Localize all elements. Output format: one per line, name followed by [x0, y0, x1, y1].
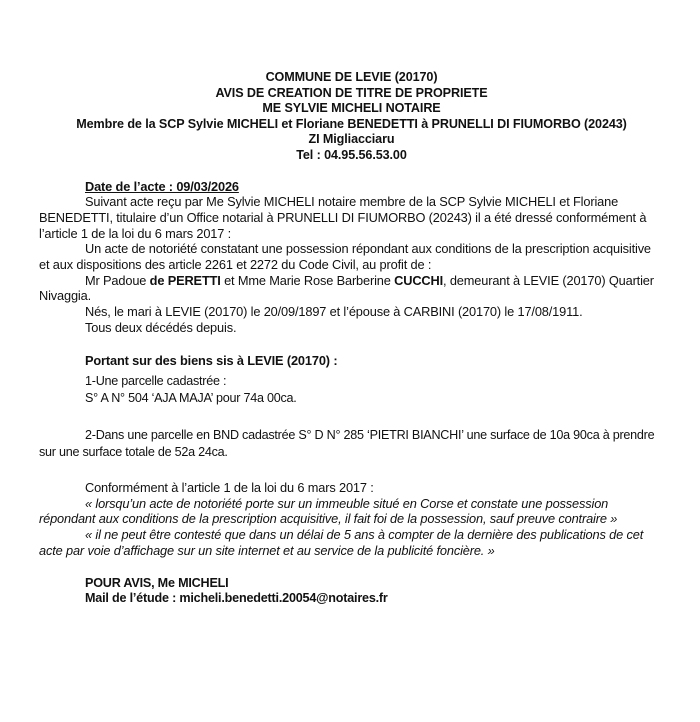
- notary-name: ME SYLVIE MICHELI NOTAIRE: [262, 101, 441, 116]
- spacer: [39, 336, 664, 352]
- office-email-line: Mail de l’étude : micheli.benedetti.20054@notaires.fr: [85, 591, 388, 606]
- beneficiary-1-name: de PERETTI: [149, 272, 221, 288]
- law-quote-2: « il ne peut être contesté que dans un délai de 5 ans à compter de la dernière des publications de cet acte par voie d’affichage sur un site internet et au service de la publicité foncière. »: [39, 527, 644, 558]
- notice-header: [39, 70, 664, 164]
- births-line: Nés, le mari à LEVIE (20170) le 20/09/1897 et l’épouse à CARBINI (20170) le 17/08/1911.: [85, 304, 583, 320]
- notary-phone: Tel : 04.95.56.53.00: [296, 147, 407, 162]
- act-paragraph-2: Un acte de notoriété constatant une possession répondant aux conditions de la prescription acquisitive et aux dispositions des article 2261 et 2272 du Code Civil, au profit de :: [39, 241, 651, 273]
- act-paragraph-1: Suivant acte reçu par Me Sylvie MICHELI notaire membre de la SCP Sylvie MICHELI et Floriane BENEDETTI, titulaire d’un Office notarial à PRUNELLI DI FIUMORBO (20243) il a été dressé conformément à l’article 1 de la loi du 6 mars 2017 :: [39, 194, 647, 241]
- pour-avis-line: POUR AVIS, Me MICHELI: [85, 575, 229, 590]
- parcel-1-title: 1-Une parcelle cadastrée :: [85, 373, 227, 388]
- spacer: [39, 559, 664, 576]
- notary-membership: Membre de la SCP Sylvie MICHELI et Floriane BENEDETTI à PRUNELLI DI FIUMORBO (20243): [76, 116, 627, 131]
- parcel-1-detail: S° A N° 504 ‘AJA MAJA’ pour 74a 00ca.: [85, 390, 297, 405]
- beneficiary-2-name: CUCCHI: [394, 272, 444, 288]
- spacer: [39, 407, 664, 427]
- properties-heading-prefix: Portant sur des biens sis à: [85, 353, 248, 369]
- notice-title: AVIS DE CREATION DE TITRE DE PROPRIETE: [215, 85, 488, 100]
- beneficiaries-residence: , demeurant à LEVIE (20170) Quartier Nivaggia.: [39, 272, 654, 304]
- beneficiary-2-prefix: et Mme Marie Rose Barberine: [220, 272, 395, 288]
- properties-heading-place: LEVIE (20170) :: [247, 353, 338, 369]
- notice-body: [39, 179, 664, 607]
- beneficiaries-paragraph: [39, 273, 664, 304]
- legal-notice-document: [39, 70, 664, 607]
- law-quote-1: « lorsqu’un acte de notoriété porte sur un immeuble situé en Corse et constate une possession répondant aux conditions de la prescription acquisitive, il fait foi de la possession, sauf preuve contraire »: [39, 495, 618, 527]
- law-heading: Conformément à l’article 1 de la loi du 6 mars 2017 :: [85, 479, 374, 495]
- properties-heading: [39, 353, 664, 369]
- spacer: [39, 462, 664, 480]
- parcel-2-detail: 2-Dans une parcelle en BND cadastrée S° D N° 285 ‘PIETRI BIANCHI’ une surface de 10a 90ca à prendre sur une surface totale de 52a 24ca.: [39, 427, 655, 460]
- commune-title: COMMUNE DE LEVIE (20170): [265, 70, 438, 84]
- deceased-line: Tous deux décédés depuis.: [85, 319, 237, 335]
- notary-address: ZI Migliacciaru: [308, 132, 395, 147]
- act-date: Date de l’acte : 09/03/2026: [85, 178, 239, 194]
- beneficiary-1-prefix: Mr Padoue: [85, 272, 150, 288]
- act-date-line: [39, 179, 664, 195]
- signature-block: [39, 576, 664, 607]
- parcels-section: [39, 373, 664, 462]
